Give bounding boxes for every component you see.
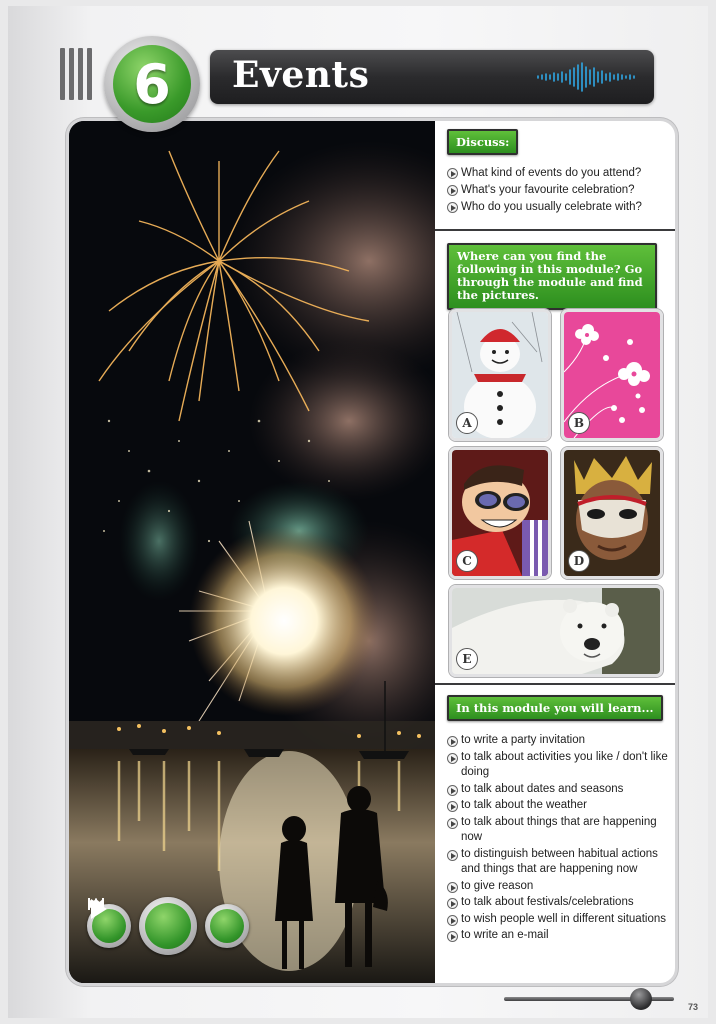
polar-bear-icon xyxy=(452,588,660,674)
learn-list xyxy=(447,733,669,944)
list-item: to write a party invitation xyxy=(447,733,669,749)
picture-e[interactable] xyxy=(449,585,663,677)
skip-forward-button[interactable] xyxy=(205,904,249,948)
list-item: to write an e-mail xyxy=(447,928,669,944)
list-item: to talk about activities you like / don't like doing xyxy=(447,750,669,781)
list-item: to talk about festivals/celebrations xyxy=(447,895,669,911)
audio-wave-icon xyxy=(536,62,640,92)
learn-label: In this module you will learn... xyxy=(447,695,663,721)
play-button[interactable] xyxy=(139,897,197,955)
bullet-arrow-icon xyxy=(447,202,458,213)
list-item: to wish people well in different situations xyxy=(447,912,669,928)
decorative-bars xyxy=(60,48,96,100)
discuss-label: Discuss: xyxy=(447,129,518,155)
bullet-arrow-icon xyxy=(447,185,458,196)
page-slider[interactable] xyxy=(504,996,674,1002)
fireworks-photo xyxy=(69,121,435,983)
side-column xyxy=(435,121,675,983)
bullet-arrow-icon xyxy=(447,753,458,764)
skip-forward-icon xyxy=(87,897,105,911)
list-item: to talk about the weather xyxy=(447,798,669,814)
module-number-badge xyxy=(104,36,200,132)
bullet-arrow-icon xyxy=(447,915,458,926)
discuss-list xyxy=(447,165,673,216)
bullet-arrow-icon xyxy=(447,882,458,893)
picture-label: D xyxy=(568,550,590,572)
list-item: Who do you usually celebrate with? xyxy=(447,199,673,216)
picture-label: B xyxy=(568,412,590,434)
bullet-arrow-icon xyxy=(447,931,458,942)
bullet-arrow-icon xyxy=(447,785,458,796)
slider-knob[interactable] xyxy=(630,988,652,1010)
picture-c[interactable] xyxy=(449,447,551,579)
picture-grid xyxy=(449,309,663,675)
find-section xyxy=(447,243,657,310)
bullet-arrow-icon xyxy=(447,736,458,747)
find-prompt: Where can you find the following in this module? Go through the module and find the pictures. xyxy=(447,243,657,310)
picture-label: C xyxy=(456,550,478,572)
list-item: to distinguish between habitual actions and things that are happening now xyxy=(447,847,669,878)
learn-section xyxy=(447,695,669,945)
media-controls xyxy=(87,897,249,955)
list-item: to give reason xyxy=(447,879,669,895)
bullet-arrow-icon xyxy=(447,850,458,861)
picture-label: A xyxy=(456,412,478,434)
page-number: 73 xyxy=(688,1002,699,1012)
divider xyxy=(435,683,675,685)
content-panel xyxy=(66,118,678,986)
picture-b[interactable] xyxy=(561,309,663,441)
list-item: to talk about dates and seasons xyxy=(447,782,669,798)
title-bar xyxy=(210,50,654,104)
bullet-arrow-icon xyxy=(447,801,458,812)
page-title: Events xyxy=(232,54,370,96)
textbook-page xyxy=(8,6,708,1018)
picture-a[interactable] xyxy=(449,309,551,441)
module-number: 6 xyxy=(113,45,191,123)
list-item: to talk about things that are happening now xyxy=(447,815,669,846)
picture-label: E xyxy=(456,648,478,670)
bullet-arrow-icon xyxy=(447,818,458,829)
discuss-section xyxy=(447,129,673,216)
divider xyxy=(435,229,675,231)
list-item: What's your favourite celebration? xyxy=(447,182,673,199)
bullet-arrow-icon xyxy=(447,898,458,909)
list-item: What kind of events do you attend? xyxy=(447,165,673,182)
picture-d[interactable] xyxy=(561,447,663,579)
bullet-arrow-icon xyxy=(447,168,458,179)
fireworks-image xyxy=(69,121,435,983)
